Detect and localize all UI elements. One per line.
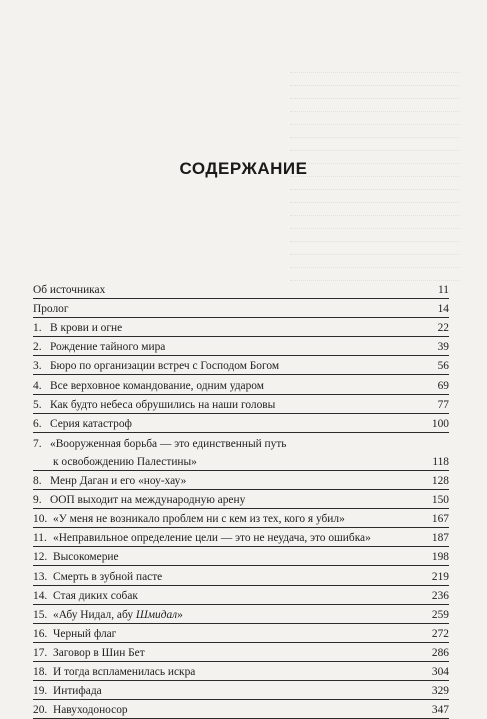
toc-entry-number: 15. (33, 608, 48, 621)
toc-entry-label: Бюро по организации встреч с Господом Богом (50, 360, 280, 373)
toc-entry-chapter-1[interactable] (33, 318, 449, 337)
toc-entry-page: 39 (437, 341, 449, 354)
toc-entry-chapter-10[interactable] (33, 509, 449, 528)
toc-entry-chapter-9[interactable] (33, 490, 449, 509)
toc-entry-label: В крови и огне (50, 322, 123, 335)
toc-entry-number: 11. (33, 532, 47, 545)
toc-entry-page: 118 (432, 455, 449, 468)
toc-entry-number: 16. (33, 627, 48, 640)
toc-entry-page: 128 (431, 475, 449, 488)
toc-entry-chapter-15[interactable] (33, 605, 449, 624)
table-of-contents (33, 280, 449, 719)
toc-entry-page: 272 (431, 627, 449, 640)
toc-entry-chapter-4[interactable] (33, 375, 449, 394)
toc-entry-number: 4. (33, 379, 42, 392)
toc-entry-page: 286 (431, 646, 449, 659)
toc-entry-page: 14 (437, 303, 449, 316)
toc-entry-label: «Неправильное определение цели — это не неудача, это ошибка» (53, 532, 371, 545)
toc-entry-label (53, 609, 425, 623)
toc-entry-label: Пролог (33, 303, 69, 316)
toc-entry-label: Интифада (53, 685, 102, 698)
toc-entry-label: Об источниках (33, 284, 106, 297)
toc-entry-label: Смерть в зубной пасте (53, 570, 163, 583)
toc-entry-label: Черный флаг (53, 627, 117, 640)
toc-entry-label: Рождение тайного мира (50, 341, 166, 354)
toc-entry-number: 20. (33, 704, 48, 717)
toc-entry-chapter-11[interactable] (33, 528, 449, 547)
toc-entry-label: «Вооруженная борьба — это единственный путь (50, 437, 287, 450)
toc-entry-page: 347 (431, 704, 449, 717)
toc-entry-page: 304 (431, 665, 449, 678)
toc-entry-page (425, 451, 449, 452)
toc-entry-chapter-19[interactable] (33, 681, 449, 700)
toc-entry-number: 3. (33, 360, 42, 373)
page-title: СОДЕРЖАНИЕ (179, 159, 308, 178)
toc-entry-number: 13. (33, 570, 48, 583)
toc-entry-chapter-14[interactable] (33, 586, 449, 605)
toc-entry-label-prefix: «Абу Нидал, абу (53, 608, 136, 621)
toc-entry-page: 329 (431, 685, 449, 698)
toc-entry-page: 259 (431, 608, 449, 621)
toc-entry-page: 69 (437, 379, 449, 392)
toc-entry-page: 56 (437, 360, 449, 373)
toc-entry-chapter-2[interactable] (33, 337, 449, 356)
toc-entry-page: 167 (431, 513, 449, 526)
toc-entry-chapter-3[interactable] (33, 356, 449, 375)
toc-entry-label: к освобождению Палестины» (53, 455, 197, 468)
toc-entry-number: 1. (33, 322, 42, 335)
toc-entry-chapter-5[interactable] (33, 395, 449, 414)
toc-entry-label: Стая диких собак (53, 589, 138, 602)
toc-entry-page: 22 (437, 322, 449, 335)
toc-entry-label-suffix: » (177, 608, 183, 621)
toc-entry-sources[interactable] (33, 280, 449, 299)
toc-entry-label: ООП выходит на международную арену (50, 494, 246, 507)
toc-entry-chapter-12[interactable] (33, 547, 449, 566)
toc-entry-number: 18. (33, 665, 48, 678)
toc-entry-label: Серия катастроф (50, 417, 132, 430)
toc-entry-chapter-6[interactable] (33, 414, 449, 433)
toc-entry-page: 219 (431, 570, 449, 583)
toc-entry-chapter-20[interactable] (33, 700, 449, 719)
toc-entry-number: 9. (33, 494, 42, 507)
toc-entry-page: 11 (438, 284, 449, 297)
toc-entry-number: 5. (33, 398, 42, 411)
toc-entry-chapter-8[interactable] (33, 471, 449, 490)
toc-entry-page: 150 (431, 494, 449, 507)
toc-entry-page: 77 (437, 398, 449, 411)
toc-entry-number: 14. (33, 589, 48, 602)
toc-entry-page: 187 (431, 532, 449, 545)
toc-entry-label: Заговор в Шин Бет (53, 646, 145, 659)
toc-entry-number: 7. (33, 437, 42, 450)
toc-entry-label: «У меня не возникало проблем ни с кем из тех, кого я убил» (53, 513, 345, 526)
toc-entry-number: 12. (33, 551, 48, 564)
toc-entry-number: 10. (33, 513, 48, 526)
toc-entry-number: 19. (33, 685, 48, 698)
toc-entry-chapter-13[interactable] (33, 566, 449, 585)
toc-entry-label: И тогда вспламенилась искра (53, 665, 196, 678)
toc-entry-label: Высокомерие (53, 551, 119, 564)
toc-entry-label: Навуходоносор (53, 704, 128, 717)
toc-entry-number: 17. (33, 646, 48, 659)
toc-entry-label: Менр Даган и его «ноу-хау» (50, 475, 187, 488)
toc-entry-label: Как будто небеса обрушились на наши головы (50, 398, 276, 411)
toc-entry-page: 100 (431, 417, 449, 430)
toc-entry-label-italic: Шмидал (135, 608, 178, 621)
toc-entry-chapter-17[interactable] (33, 643, 449, 662)
toc-entry-label: Все верховное командование, одним ударом (50, 379, 264, 392)
toc-entry-page: 198 (431, 551, 449, 564)
toc-entry-chapter-18[interactable] (33, 662, 449, 681)
toc-entry-page: 236 (431, 589, 449, 602)
toc-entry-chapter-7-continued[interactable] (33, 452, 449, 471)
toc-entry-number: 2. (33, 341, 42, 354)
toc-entry-chapter-7[interactable] (33, 433, 449, 452)
toc-entry-prologue[interactable] (33, 299, 449, 318)
toc-entry-number: 8. (33, 475, 42, 488)
toc-entry-number: 6. (33, 417, 42, 430)
toc-entry-chapter-16[interactable] (33, 624, 449, 643)
